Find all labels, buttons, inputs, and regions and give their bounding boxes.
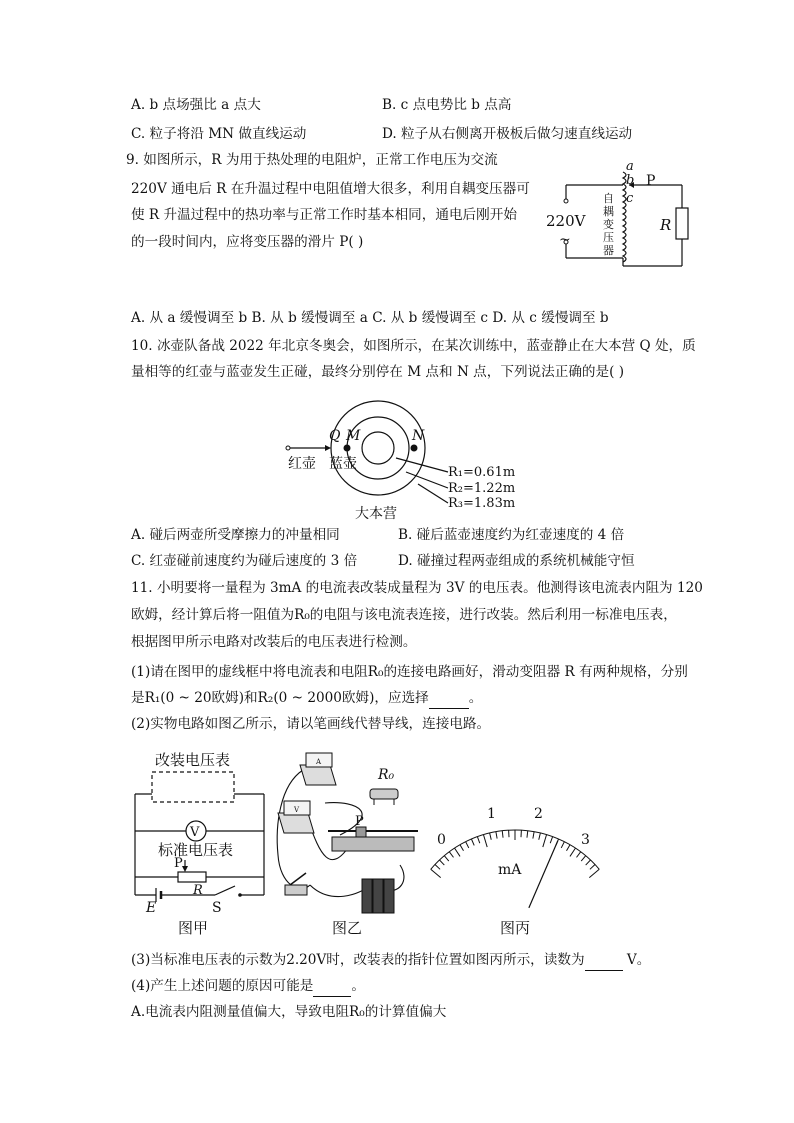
q11-sub3-text: (3)当标准电压表的示数为2.20V时，改装表的指针位置如图丙所示，读数为 (131, 952, 585, 968)
figure-jia-circuit (130, 745, 270, 945)
q11-sub1-text: 是R₁(0 ~ 20欧姆)和R₂(0 ~ 2000欧姆)，应选择 (131, 690, 429, 706)
yi-ammeter-a: A (316, 758, 322, 766)
q11-sub3 (131, 950, 650, 971)
jia-caption: 图甲 (178, 919, 209, 937)
q10-option-c: C. 红壶碰前速度约为碰后速度的 3 倍 (131, 553, 358, 569)
q11-sub2: (2)实物电路如图乙所示，请以笔画线代替导线，连接电路。 (131, 716, 491, 732)
point-q-label: Q (329, 428, 341, 444)
bing-needle (529, 841, 558, 908)
autotransformer-figure (535, 158, 705, 273)
bing-scale-tick (533, 832, 534, 839)
bing-scale-tick (471, 839, 474, 845)
bing-caption: 图丙 (500, 919, 531, 937)
bing-scale-tick (539, 833, 541, 840)
bing-tick-3: 3 (581, 832, 590, 848)
bing-scale-tick (435, 865, 440, 870)
yi-battery (362, 879, 394, 913)
bing-scale-tick (550, 837, 552, 844)
radius-r2-label: R₂=1.22m (448, 481, 516, 496)
yi-voltmeter (278, 801, 314, 833)
q9-stem-line3: 使 R 升温过程中的热功率与正常工作时基本相同，通电后刚开始 (131, 207, 517, 223)
bing-unit: mA (498, 862, 522, 878)
jia-std-label: 标准电压表 (158, 841, 234, 859)
q9-options: A. 从 a 缓慢调至 b B. 从 b 缓慢调至 a C. 从 b 缓慢调至 c D. 从 c 缓慢调至 b (131, 310, 609, 326)
q10-option-d: D. 碰撞过程两壶组成的系统机械能守恒 (398, 553, 635, 569)
bing-scale-tick (577, 852, 581, 858)
q10-option-a: A. 碰后两壶所受摩擦力的冲量相同 (131, 527, 340, 543)
transformer-char-2: 耦 (603, 205, 614, 218)
q11-stem-line1: 11. 小明要将一量程为 3mA 的电流表改装成量程为 3V 的电压表。他测得该电流表内阻为 120 (131, 580, 703, 596)
bing-tick-2: 2 (534, 806, 543, 822)
bing-scale-tick (466, 842, 469, 848)
figure-bing-meter (430, 790, 600, 945)
house-label: 大本营 (355, 506, 397, 522)
yi-ammeter (300, 753, 336, 785)
q11-sub1-blank[interactable] (429, 688, 469, 709)
q9-stem-line1: 9. 如图所示，R 为用于热处理的电阻炉，正常工作电压为交流 (126, 152, 498, 168)
bing-scale-tick (455, 848, 460, 856)
bing-tick-0: 0 (437, 832, 446, 848)
q8-option-a: A. b 点场强比 a 点大 (131, 97, 261, 113)
voltage-label: 220V (546, 212, 586, 230)
q11-sub4 (131, 976, 365, 997)
yi-voltmeter-v: V (294, 806, 300, 814)
q11-stem-line3: 根据图甲所示电路对改装后的电压表进行检测。 (131, 634, 417, 650)
radius-r1-label: R₁=0.61m (448, 465, 516, 480)
bing-scale-tick (590, 865, 595, 870)
q11-sub3-blank[interactable] (585, 950, 623, 971)
q8-option-d: D. 粒子从右侧离开极板后做匀速直线运动 (382, 126, 633, 142)
transformer-char-5: 器 (603, 244, 614, 257)
bing-scale-tick (440, 860, 445, 865)
bing-scale-tick (460, 845, 464, 851)
slider-p-label: P (646, 173, 656, 189)
bing-scale-tick (502, 831, 503, 838)
bing-scale-tick (589, 869, 599, 877)
yi-rheostat (328, 814, 418, 851)
q10-stem-line2: 量相等的红壶与蓝壶发生正碰，最终分别停在 M 点和 N 点，下列说法正确的是( ) (131, 364, 625, 380)
tap-b-label: b (626, 173, 635, 188)
yi-r0-label: R₀ (378, 767, 395, 783)
q11-stem-line2: 欧姆，经计算后将一阻值为R₀的电阻与该电流表连接，进行改装。然后利用一标准电压表， (131, 607, 677, 623)
bing-scale-tick (527, 831, 528, 838)
bing-scale-tick (431, 869, 441, 877)
q11-sub4-blank[interactable] (313, 976, 351, 997)
q11-sub1-line1: (1)请在图甲的虚线框中将电流表和电阻R₀的连接电路画好，滑动变阻器 R 有两种规格，分别 (131, 664, 688, 680)
yi-switch (285, 873, 307, 895)
blue-stone-label: 蓝壶 (329, 456, 357, 472)
q11-sub4-end: 。 (351, 978, 365, 994)
q11-sub3-unit: V。 (622, 952, 651, 968)
curling-figure (282, 400, 522, 525)
bing-scale-tick (477, 837, 479, 844)
bing-scale-tick (543, 835, 547, 847)
yi-caption: 图乙 (332, 919, 363, 937)
q10-option-b: B. 碰后蓝壶速度约为红壶速度的 4 倍 (398, 527, 625, 543)
q9-stem-line2: 220V 通电后 R 在升温过程中电阻值增大很多，利用自耦变压器可 (131, 181, 530, 197)
figure-yi-apparatus (270, 745, 430, 945)
bing-scale-tick (496, 832, 497, 839)
bing-scale-tick (581, 856, 585, 861)
q8-option-c: C. 粒子将沿 MN 做直线运动 (131, 126, 307, 142)
tap-c-label: c (626, 191, 634, 206)
red-stone-label: 红壶 (288, 456, 316, 472)
point-m-label: M (346, 428, 361, 444)
transformer-char-1: 自 (603, 192, 614, 205)
yi-slider-p: P (355, 814, 364, 829)
transformer-char-4: 压 (603, 231, 614, 244)
bing-tick-1: 1 (487, 806, 496, 822)
point-n-label: N (412, 428, 425, 444)
ac-symbol: ~ (559, 232, 571, 248)
q11-sub1-end: 。 (468, 690, 483, 706)
bing-scale-tick (449, 852, 453, 858)
q8-option-b: B. c 点电势比 b 点高 (382, 97, 512, 113)
jia-rheostat-r: R (193, 883, 203, 898)
tap-a-label: a (626, 159, 634, 174)
bing-scale-tick (570, 848, 575, 856)
jia-box-label: 改装电压表 (155, 751, 231, 769)
transformer-char-3: 变 (603, 218, 614, 231)
yi-resistor-r0 (370, 767, 398, 805)
jia-battery-e: E (146, 900, 157, 916)
bing-scale-tick (444, 856, 448, 861)
q11-option-a: A.电流表内阻测量值偏大，导致电阻R₀的计算值偏大 (131, 1004, 447, 1020)
bing-scale-tick (561, 842, 564, 848)
resistor-r-label: R (660, 216, 672, 234)
radius-r3-label: R₃=1.83m (448, 496, 516, 511)
jia-slider-p: P (174, 856, 183, 871)
q9-stem-line4: 的一段时间内，应将变压器的滑片 P( ) (131, 234, 364, 250)
bing-scale-tick (586, 860, 591, 865)
q11-sub4-text: (4)产生上述问题的原因可能是 (131, 978, 314, 994)
jia-voltmeter-v: V (190, 825, 200, 840)
q11-sub1-line2 (131, 688, 482, 709)
bing-scale-tick (567, 845, 571, 851)
jia-switch-s: S (212, 900, 222, 916)
bing-scale-tick (483, 835, 487, 847)
q10-stem-line1: 10. 冰壶队备战 2022 年北京冬奥会，如图所示，在某次训练中，蓝壶静止在大本营 Q 处，质 (131, 338, 696, 354)
bing-scale-tick (490, 833, 492, 840)
